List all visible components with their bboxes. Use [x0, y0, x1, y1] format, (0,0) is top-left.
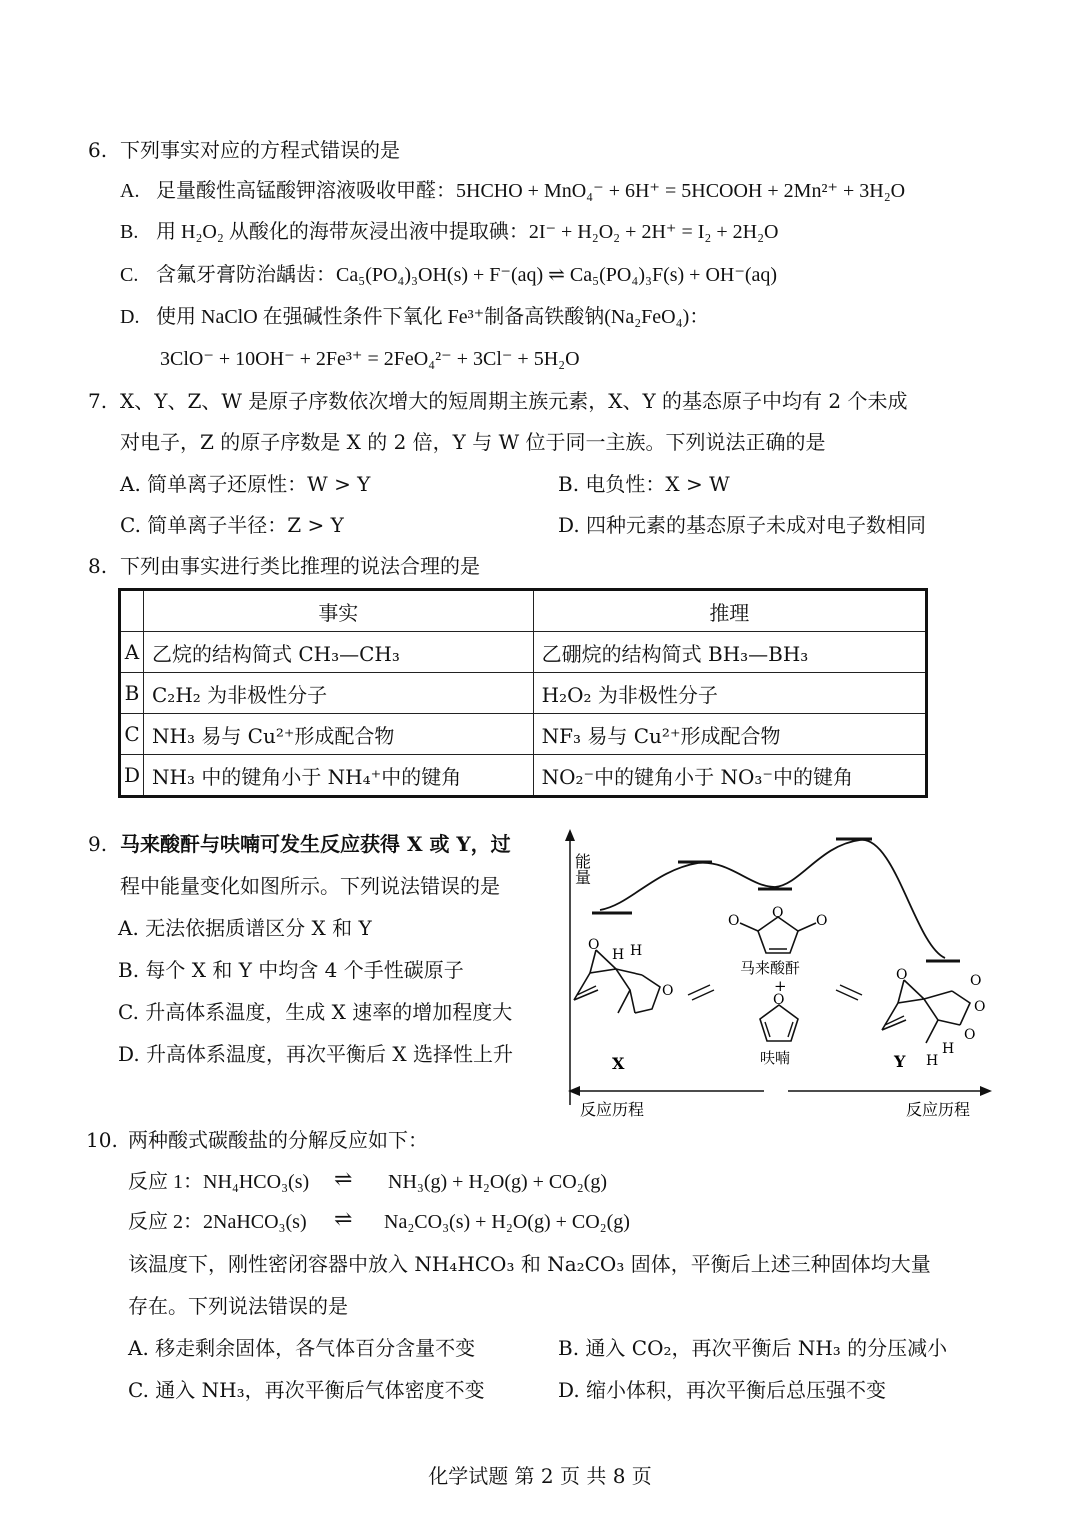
furan-label: 呋喃 [760, 1049, 791, 1067]
q9-stem-line1: 马来酸酐与呋喃可发生反应获得 X 或 Y，过 [120, 832, 511, 856]
q8-row-inference: NO₂⁻中的键角小于 NO₃⁻中的键角 [533, 755, 926, 797]
y-axis-label: 能量 [572, 853, 592, 885]
equilibrium-arrow-icon: ⇌ [334, 1166, 351, 1191]
q9-option-d: D. 升高体系温度，再次平衡后 X 选择性上升 [118, 1042, 513, 1066]
q10-option-b: B. 通入 CO₂，再次平衡后 NH₃ 的分压减小 [558, 1336, 948, 1360]
q8-number: 8. [88, 554, 108, 578]
maleic-anhydride-label: 马来酸酐 [740, 959, 801, 977]
atom-o: O [970, 973, 982, 989]
q8-row-fact: C₂H₂ 为非极性分子 [144, 673, 534, 714]
q10-stem: 两种酸式碳酸盐的分解反应如下： [128, 1128, 428, 1152]
q7-option-c: C. 简单离子半径：Z > Y [120, 513, 344, 537]
q10-option-c: C. 通入 NH₃，再次平衡后气体密度不变 [128, 1378, 485, 1402]
q6-option-c: 含氟牙膏防治龋齿：Ca₅(PO₄)₃OH(s) + F⁻(aq) ⇌ Ca₅(PO₄)₃F(s) + OH⁻(aq) [156, 264, 778, 286]
q6-option-b-label: B. [120, 221, 139, 243]
q8-table [118, 588, 928, 798]
q8-row-option: C [120, 714, 144, 755]
q10-option-d: D. 缩小体积，再次平衡后总压强不变 [558, 1378, 887, 1402]
q8-row-fact: 乙烷的结构简式 CH₃—CH₃ [144, 632, 534, 673]
x-axis-label-right: 反应历程 [906, 1100, 971, 1119]
q8-header-blank [120, 590, 144, 632]
q10-option-a: A. 移走剩余固体，各气体百分含量不变 [128, 1336, 476, 1360]
table-row [120, 673, 927, 714]
q10-reaction-1-left: 反应 1：NH₄HCO₃(s) [128, 1171, 310, 1193]
q6-option-b: 用 H₂O₂ 从酸化的海带灰浸出液中提取碘：2I⁻ + H₂O₂ + 2H⁺ = I₂ + 2H₂O [156, 221, 779, 243]
q7-option-b: B. 电负性：X > W [558, 472, 730, 496]
q7-number: 7. [88, 389, 108, 413]
atom-o: O [772, 905, 784, 921]
q9-option-a: A. 无法依据质谱区分 X 和 Y [118, 916, 372, 940]
atom-o: O [974, 999, 986, 1015]
q8-row-option: B [120, 673, 144, 714]
q8-row-fact: NH₃ 中的键角小于 NH₄⁺中的键角 [144, 755, 534, 797]
atom-o: O [896, 967, 908, 983]
table-row [120, 632, 927, 673]
q8-table-header [120, 590, 927, 632]
q8-row-inference: 乙硼烷的结构简式 BH₃—BH₃ [533, 632, 926, 673]
q10-description-line1: 该温度下，刚性密闭容器中放入 NH₄HCO₃ 和 Na₂CO₃ 固体，平衡后上述三种固体均大量 [128, 1252, 931, 1276]
equilibrium-arrow-right-icon [836, 985, 862, 1000]
atom-h: H [612, 947, 625, 963]
q7-option-a: A. 简单离子还原性：W > Y [120, 472, 371, 496]
q6-option-a: 足量酸性高锰酸钾溶液吸收甲醛：5HCHO + MnO₄⁻ + 6H⁺ = 5HCOOH + 2Mn²⁺ + 3H₂O [156, 180, 906, 202]
plus-sign: + [774, 977, 787, 995]
energy-curve [600, 840, 945, 958]
q9-energy-diagram [560, 825, 1000, 1125]
atom-o: O [662, 983, 674, 999]
equilibrium-arrow-left-icon [688, 985, 714, 1000]
q9-option-b: B. 每个 X 和 Y 中均含 4 个手性碳原子 [118, 958, 464, 982]
q6-stem: 下列事实对应的方程式错误的是 [120, 138, 400, 162]
q8-header-inference: 推理 [533, 590, 926, 632]
q7-option-d: D. 四种元素的基态原子未成对电子数相同 [558, 513, 927, 537]
product-y-label: Y [894, 1052, 906, 1071]
atom-o: O [773, 992, 785, 1008]
q10-reaction-2-left: 反应 2：2NaHCO₃(s) [128, 1211, 307, 1233]
q6-option-d: 使用 NaClO 在强碱性条件下氧化 Fe³⁺制备高铁酸钠(Na₂FeO₄)： [156, 306, 710, 328]
q8-row-option: D [120, 755, 144, 797]
table-row [120, 714, 927, 755]
furan-structure [760, 992, 798, 1041]
atom-h: H [926, 1053, 939, 1069]
q10-number: 10. [86, 1128, 118, 1152]
q6-option-d-label: D. [120, 306, 140, 328]
q8-row-inference: NF₃ 易与 Cu²⁺形成配合物 [533, 714, 926, 755]
equilibrium-arrow-icon: ⇌ [334, 1206, 351, 1231]
atom-o: O [728, 913, 740, 929]
q7-stem-line2: 对电子，Z 的原子序数是 X 的 2 倍，Y 与 W 位于同一主族。下列说法正确的是 [120, 430, 826, 454]
q8-row-inference: H₂O₂ 为非极性分子 [533, 673, 926, 714]
maleic-anhydride-structure [728, 905, 827, 953]
product-x-label: X [612, 1054, 625, 1073]
y-axis-arrow-icon [565, 829, 575, 841]
q10-reaction-2-right: Na₂CO₃(s) + H₂O(g) + CO₂(g) [384, 1211, 630, 1233]
atom-h: H [942, 1041, 955, 1057]
page-footer: 化学试题 第 2 页 共 8 页 [428, 1464, 652, 1488]
q6-option-a-label: A. [120, 180, 140, 202]
q8-row-option: A [120, 632, 144, 673]
x-axis-right-arrow-icon [980, 1086, 992, 1096]
q6-option-d-equation: 3ClO⁻ + 10OH⁻ + 2Fe³⁺ = 2FeO₄²⁻ + 3Cl⁻ + 5H₂O [160, 348, 580, 370]
q7-stem-line1: X、Y、Z、W 是原子序数依次增大的短周期主族元素，X、Y 的基态原子中均有 2 个未成 [120, 389, 908, 413]
q9-number: 9. [88, 832, 108, 856]
q6-number: 6. [88, 138, 108, 162]
q9-option-c: C. 升高体系温度，生成 X 速率的增加程度大 [118, 1000, 513, 1024]
q6-option-c-label: C. [120, 264, 139, 286]
atom-o: O [816, 913, 828, 929]
table-row [120, 755, 927, 797]
atom-o: O [964, 1027, 976, 1043]
x-axis-label-left: 反应历程 [580, 1100, 645, 1119]
atom-h: H [630, 943, 643, 959]
q8-header-fact: 事实 [144, 590, 534, 632]
product-x-structure [574, 937, 673, 1013]
q10-reaction-1-right: NH₃(g) + H₂O(g) + CO₂(g) [388, 1171, 607, 1193]
q9-stem-line2: 程中能量变化如图所示。下列说法错误的是 [120, 874, 500, 898]
q10-description-line2: 存在。下列说法错误的是 [128, 1294, 348, 1318]
atom-o: O [588, 937, 600, 953]
q8-stem: 下列由事实进行类比推理的说法合理的是 [120, 554, 480, 578]
q8-row-fact: NH₃ 易与 Cu²⁺形成配合物 [144, 714, 534, 755]
